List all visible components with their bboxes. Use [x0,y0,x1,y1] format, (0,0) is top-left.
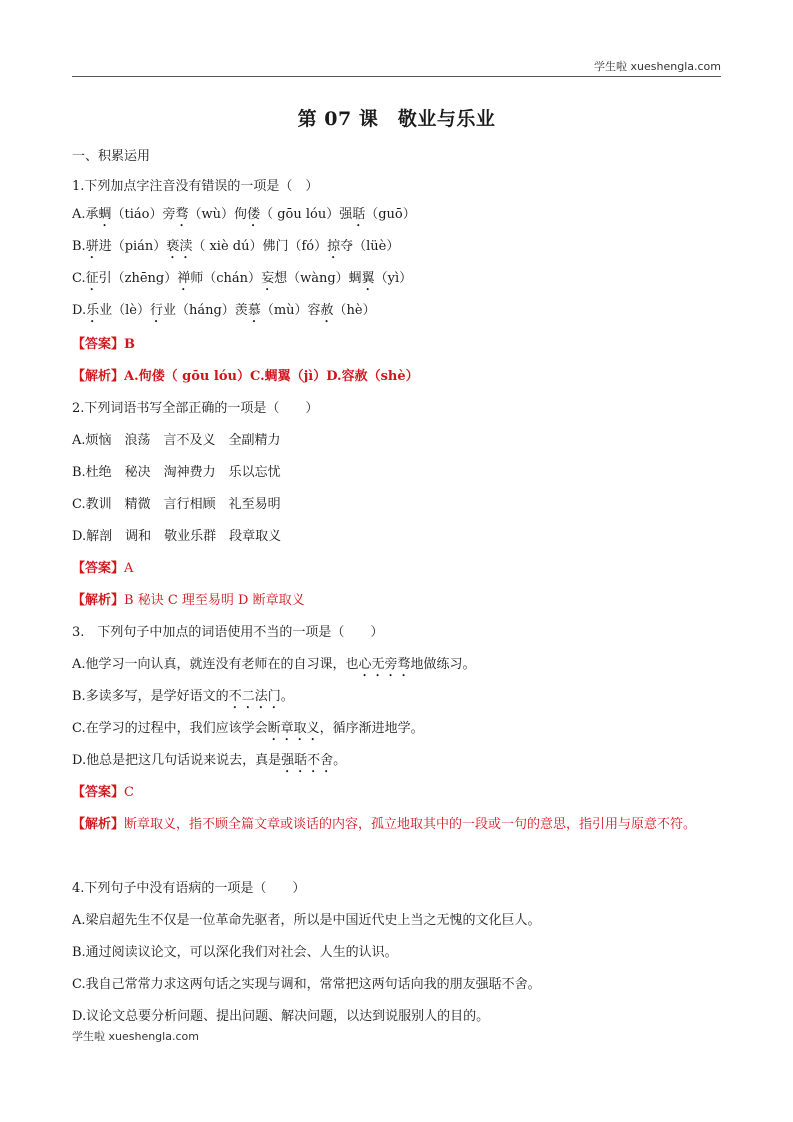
q3-answer: 【答案】C [72,785,134,800]
q4-option-b: B.通过阅读议论文，可以深化我们对社会、人生的认识。 [72,945,398,960]
footer-site-name: 学生啦 xueshengla.com [72,1030,199,1043]
q4-stem: 4.下列句子中没有语病的一项是（ ） [72,881,306,896]
q3-option-b: B.多读多写，是学好语文的不二法门。 [72,689,294,704]
q1-option-a: A.承蜩（tiáo）旁骛（wù）佝偻（ gōu lóu）强聒（guō） [72,207,416,222]
q2-stem: 2.下列词语书写全部正确的一项是（ ） [72,401,319,416]
q1-analysis: 【解析】A.佝偻（ gōu lóu）C.蜩翼（jì）D.容赦（shè） [72,369,419,384]
q4-option-d: D.议论文总要分析问题、提出问题、解决问题，以达到说服别人的目的。 [72,1009,490,1024]
q3-option-a: A.他学习一向认真，就连没有老师在的自习课，也心无旁骛地做练习。 [72,657,476,672]
q2-answer: 【答案】A [72,561,134,576]
page-title: 第 07 课 敬业与乐业 [297,108,496,130]
q4-option-a: A.梁启超先生不仅是一位革命先驱者，所以是中国近代史上当之无愧的文化巨人。 [72,913,541,928]
q1-option-d: D.乐业（lè）行业（háng）羡慕（mù）容赦（hè） [72,303,376,318]
q3-analysis: 【解析】断章取义，指不顾全篇文章或谈话的内容，孤立地取其中的一段或一句的意思，指引用与原意不符。 [72,817,697,832]
q2-option-d: D.解剖 调和 敬业乐群 段章取义 [72,529,282,544]
header-divider [72,76,721,77]
q2-option-b: B.杜绝 秘决 淘神费力 乐以忘忧 [72,465,281,480]
q2-option-c: C.教训 精微 言行相顾 礼至易明 [72,497,281,512]
q4-option-c: C.我自己常常力求这两句话之实现与调和，常常把这两句话向我的朋友强聒不舍。 [72,977,541,992]
q2-option-a: A.烦恼 浪荡 言不及义 全副精力 [72,433,281,448]
q1-option-c: C.征引（zhēng）禅师（chán）妄想（wàng）蜩翼（yì） [72,271,413,286]
q3-stem: 3. 下列句子中加点的词语使用不当的一项是（ ） [72,625,384,640]
q1-option-b: B.骈进（pián）亵渎（ xiè dú）佛门（fó）掠夺（lüè） [72,239,400,254]
q3-option-d: D.他总是把这几句话说来说去，真是强聒不舍。 [72,753,347,768]
q3-option-c: C.在学习的过程中，我们应该学会断章取义，循序渐进地学。 [72,721,424,736]
q2-analysis: 【解析】B 秘诀 C 理至易明 D 断章取义 [72,593,305,608]
header-site-name: 学生啦 xueshengla.com [594,60,721,73]
section-heading: 一、积累运用 [72,149,151,164]
q1-stem: 1.下列加点字注音没有错误的一项是（ ） [72,179,319,194]
q1-answer: 【答案】B [72,337,136,352]
